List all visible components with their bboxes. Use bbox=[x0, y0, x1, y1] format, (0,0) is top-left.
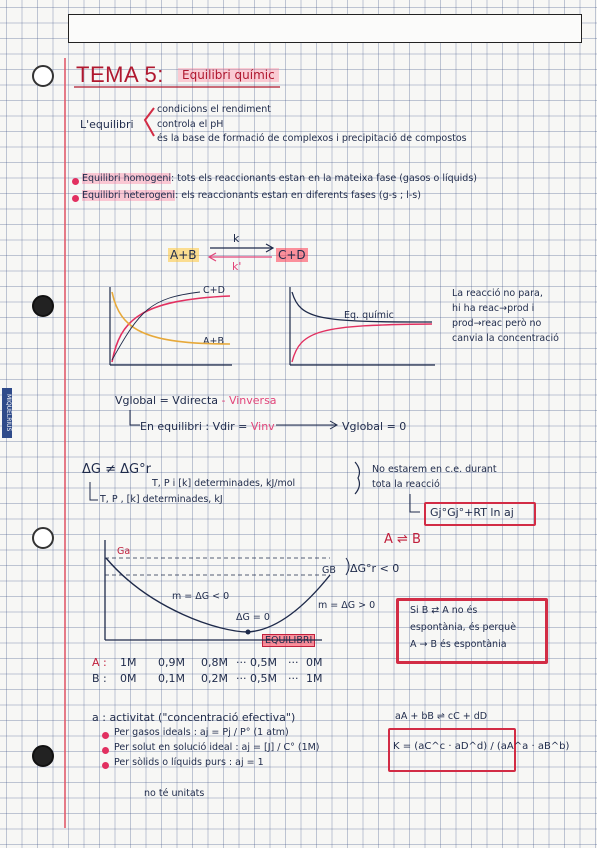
table-cell: B : bbox=[92, 672, 107, 685]
note-line: prod→reac però no bbox=[452, 318, 542, 329]
brace-note-line: tota la reacció bbox=[372, 479, 440, 490]
intro-brace bbox=[145, 108, 154, 136]
table-cell: 0,5M bbox=[250, 656, 277, 669]
note-line: La reacció no para, bbox=[452, 288, 543, 299]
row-a-label: A : bbox=[92, 656, 107, 669]
spont-line: espontània, és perquè bbox=[410, 622, 517, 633]
table-cell: 0,1M bbox=[158, 672, 185, 685]
table-cell: 0M bbox=[120, 672, 137, 685]
table-cell: 0,5M bbox=[250, 672, 277, 685]
graph3-dg-zero: ΔG = 0 bbox=[236, 612, 270, 623]
type-name: Equilibri heterogeni bbox=[82, 190, 176, 201]
type-desc: : els reaccionants estan en diferents fases (g-s ; l-s) bbox=[175, 190, 421, 201]
graph1-products-curve bbox=[112, 296, 230, 362]
velocity-eq-a: En equilibri : Vdir = bbox=[140, 420, 248, 433]
equilibri-label: EQUILIBRI bbox=[262, 634, 315, 647]
intro-item: condicions el rendiment bbox=[157, 104, 271, 115]
note-line: canvia la concentració bbox=[452, 333, 559, 344]
spont-line: Si B ⇄ A no és bbox=[410, 605, 478, 616]
equilibrium-point-icon bbox=[246, 630, 251, 635]
gibbs-sub1: T, P i [k] determinades, kJ/mol bbox=[152, 478, 296, 489]
hook-arrow-icon bbox=[130, 410, 140, 425]
page-subtitle: Equilibri químic bbox=[178, 68, 279, 82]
activity-item: Per sòlids o líquids purs : aj = 1 bbox=[114, 757, 264, 768]
reactants: A+B bbox=[170, 248, 197, 262]
gibbs-formula: Gj°Gj°+RT ln aj bbox=[430, 506, 514, 519]
graph3-slope-neg: m = ΔG < 0 bbox=[172, 591, 230, 602]
graph1-top-label: C+D bbox=[203, 285, 225, 296]
activity-title: a : activitat ("concentració efectiva") bbox=[92, 711, 296, 724]
table-cell: 0M bbox=[306, 656, 323, 669]
velocity-eq-b: Vinv bbox=[250, 420, 275, 433]
graph3-curve bbox=[106, 558, 330, 632]
table-cell: 0,9M bbox=[158, 656, 185, 669]
note-line: hi ha reac→prod i bbox=[452, 303, 535, 314]
hook-arrow-icon bbox=[90, 482, 98, 500]
graph3-dg: ΔG°r < 0 bbox=[350, 562, 400, 575]
table-cell: ··· bbox=[236, 656, 247, 669]
table-cell: ··· bbox=[288, 672, 299, 685]
kbox-formula: K = (aC^c · aD^d) / (aA^a · aB^b) bbox=[393, 741, 570, 752]
hook-arrow-icon bbox=[410, 494, 420, 512]
graph1-reactants-curve bbox=[112, 292, 230, 344]
graph1-ink-curve bbox=[112, 292, 200, 360]
rate-kprime: k' bbox=[232, 260, 242, 273]
graph2-curve-top bbox=[292, 292, 432, 322]
table-cell: 0,2M bbox=[201, 672, 228, 685]
gibbs-brace bbox=[355, 462, 359, 494]
spont-line: A → B és espontània bbox=[410, 639, 507, 650]
products: C+D bbox=[278, 248, 306, 262]
graph2-label: Eq. químic bbox=[344, 310, 394, 321]
kbox-reaction: aA + bB ⇌ cC + dD bbox=[395, 711, 488, 722]
gibbs-reaction-text: A ⇌ B bbox=[384, 532, 421, 547]
table-cell: ··· bbox=[236, 672, 247, 685]
velocity-global-zero: Vglobal = 0 bbox=[342, 420, 407, 433]
gibbs-sub2: T, P , [k] determinades, kJ bbox=[100, 494, 223, 505]
graph1-bottom-label: A+B bbox=[203, 336, 224, 347]
rate-k: k bbox=[233, 232, 240, 245]
intro-item: controla el pH bbox=[157, 119, 224, 130]
type-name: Equilibri homogeni bbox=[82, 173, 172, 184]
page-title: TEMA 5: bbox=[76, 62, 164, 87]
velocity-inverse: - Vinversa bbox=[221, 394, 277, 407]
type-desc: : tots els reaccionants estan en la mateixa fase (gasos o líquids) bbox=[171, 173, 477, 184]
velocity-direct: Vglobal = Vdirecta bbox=[115, 394, 218, 407]
intro-item: és la base de formació de complexos i precipitació de compostos bbox=[157, 133, 467, 144]
brand-strip: MIQUELRIUS bbox=[2, 388, 12, 438]
activity-note: no té unitats bbox=[144, 788, 205, 799]
graph3-slope-pos: m = ΔG > 0 bbox=[318, 600, 376, 611]
intro-label: L'equilibri bbox=[80, 118, 134, 131]
table-cell: 0,8M bbox=[201, 656, 228, 669]
graph3-gb: GB bbox=[322, 565, 336, 576]
brace-note-line: No estarem en c.e. durant bbox=[372, 464, 497, 475]
activity-item: Per solut en solució ideal : aj = [J] / C° (1M) bbox=[114, 742, 320, 753]
table-cell: 1M bbox=[120, 656, 137, 669]
table-cell: ··· bbox=[288, 656, 299, 669]
dg-brace bbox=[346, 558, 349, 575]
graph2-curve-bottom bbox=[292, 324, 432, 362]
graph3-ga: Ga bbox=[117, 546, 131, 557]
table-cell: 1M bbox=[306, 672, 323, 685]
gibbs-title: ΔG ≠ ΔG°r bbox=[82, 462, 151, 477]
activity-item: Per gasos ideals : aj = Pj / P° (1 atm) bbox=[114, 727, 289, 738]
